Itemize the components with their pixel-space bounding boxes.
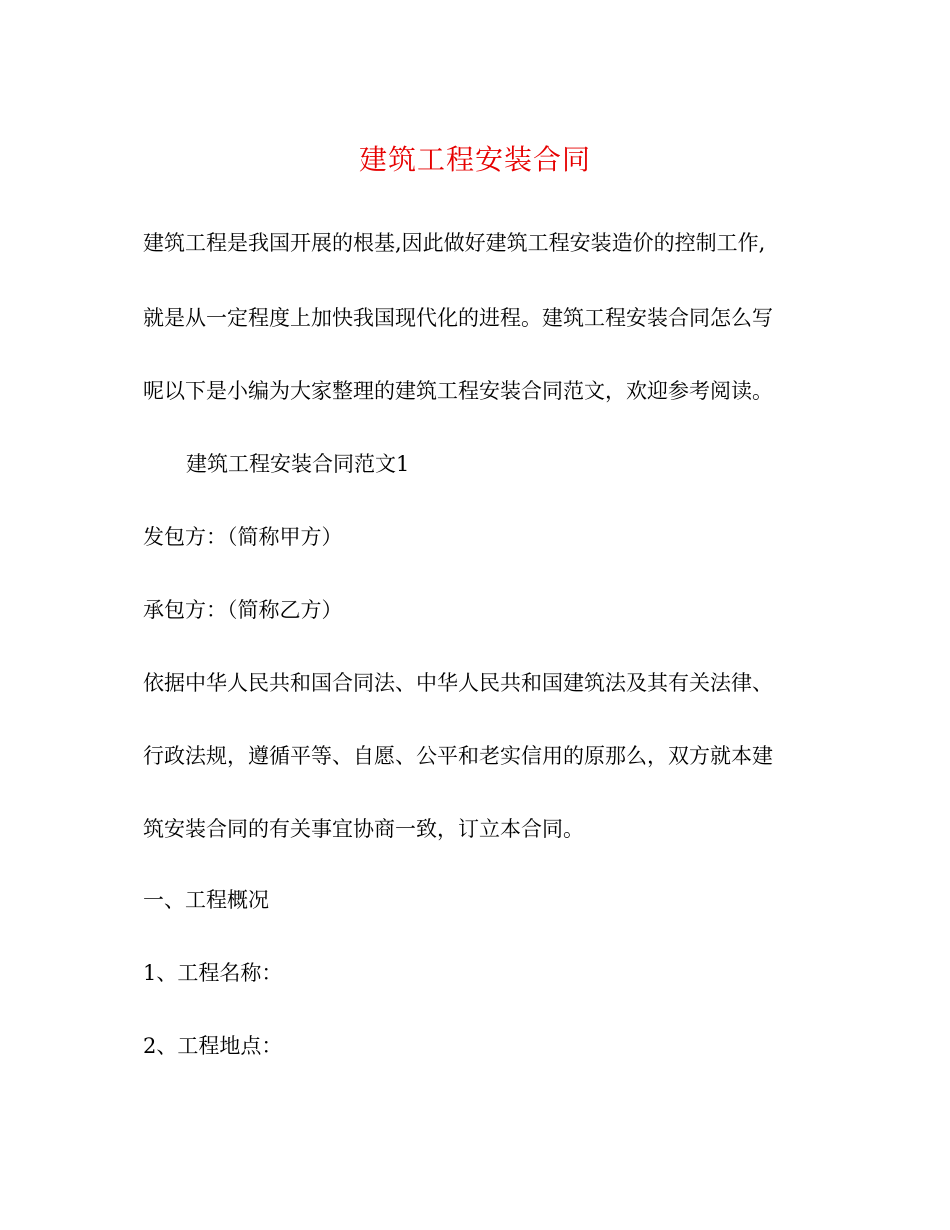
item-project-location: 2、工程地点：	[143, 1034, 283, 1058]
item-project-name: 1、工程名称：	[143, 961, 283, 985]
paragraph-line: 呢以下是小编为大家整理的建筑工程安装合同范文，欢迎参考阅读。	[143, 379, 773, 403]
paragraph-line: 依据中华人民共和国合同法、中华人民共和国建筑法及其有关法律、	[143, 671, 773, 695]
section-heading-sample-1: 建筑工程安装合同范文1	[186, 452, 410, 476]
paragraph-line: 就是从一定程度上加快我国现代化的进程。建筑工程安装合同怎么写	[143, 306, 773, 330]
section-heading-overview: 一、工程概况	[143, 888, 269, 912]
document-title: 建筑工程安装合同	[358, 143, 591, 176]
paragraph-line: 行政法规，遵循平等、自愿、公平和老实信用的原那么，双方就本建	[143, 744, 773, 768]
party-b-line: 承包方：（简称乙方）	[143, 598, 343, 622]
paragraph-line: 建筑工程是我国开展的根基,因此做好建筑工程安装造价的控制工作,	[143, 231, 766, 255]
paragraph-line: 筑安装合同的有关事宜协商一致，订立本合同。	[143, 817, 584, 841]
party-a-line: 发包方：（简称甲方）	[143, 525, 343, 549]
